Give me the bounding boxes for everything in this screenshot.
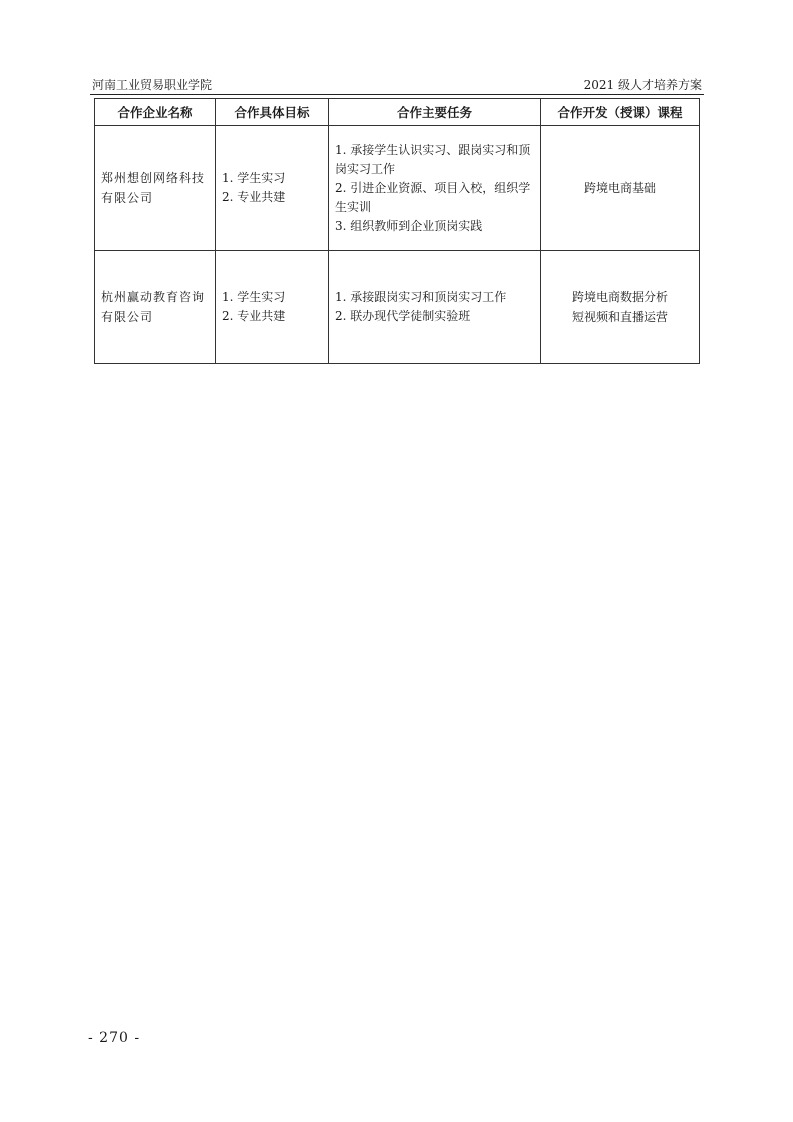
goal-item: 2. 专业共建 [222,190,286,204]
course-item: 跨境电商数据分析 [571,290,668,304]
company-cell: 郑州想创网络科技有限公司 [95,126,216,251]
company-cell: 杭州赢动教育咨询有限公司 [95,251,216,364]
tasks-cell [329,126,541,251]
table-row [95,126,700,251]
column-header-company: 合作企业名称 [95,99,216,126]
column-header-tasks: 合作主要任务 [329,99,541,126]
header-divider [90,94,704,95]
column-header-goals: 合作具体目标 [216,99,329,126]
page-number: - 270 - [88,1030,141,1046]
goal-item: 2. 专业共建 [222,309,286,323]
tasks-cell [329,251,541,364]
task-item: 2. 引进企业资源、项目入校，组织学生实训 [335,180,531,214]
goal-item: 1. 学生实习 [222,290,286,304]
courses-cell [541,126,700,251]
cooperation-table [94,98,700,364]
task-item: 3. 组织教师到企业顶岗实践 [335,218,483,233]
column-header-courses: 合作开发（授课）课程 [541,99,700,126]
page-header [92,76,702,94]
courses-cell [541,251,700,364]
table-row [95,251,700,364]
course-item: 跨境电商基础 [583,181,656,195]
institution-name: 河南工业贸易职业学院 [92,78,213,92]
goals-cell [216,251,329,364]
task-item: 1. 承接学生认识实习、跟岗实习和顶岗实习工作 [335,142,531,176]
task-item: 1. 承接跟岗实习和顶岗实习工作 [335,290,507,304]
task-item: 2. 联办现代学徒制实验班 [335,309,471,323]
goal-item: 1. 学生实习 [222,171,286,185]
table-header-row [95,99,700,126]
document-title: 2021 级人才培养方案 [583,78,702,92]
goals-cell [216,126,329,251]
course-item: 短视频和直播运营 [571,310,668,324]
